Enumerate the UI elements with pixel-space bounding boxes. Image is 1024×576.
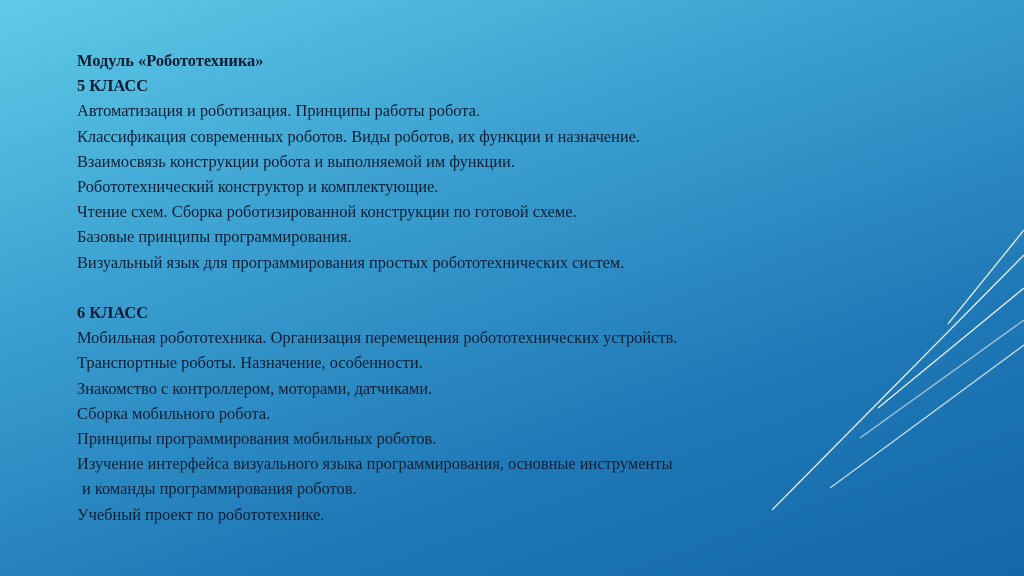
grade6-topic: и команды программирования роботов. <box>82 479 357 499</box>
slide-body <box>77 48 817 527</box>
decor-line-4 <box>830 345 1024 488</box>
grade6-topic: Изучение интерфейса визуального языка программирования, основные инструменты <box>77 454 673 474</box>
grade6-topic: Мобильная робототехника. Организация перемещения робототехнических устройств. <box>77 328 678 348</box>
section-spacer <box>77 275 817 300</box>
grade5-topic: Робототехнический конструктор и комплектующие. <box>77 177 439 197</box>
grade5-heading: 5 КЛАСС <box>77 76 149 96</box>
grade6-topic: Сборка мобильного робота. <box>77 403 271 423</box>
grade5-topic: Базовые принципы программирования. <box>77 227 352 247</box>
decor-line-2 <box>878 288 1024 408</box>
grade6-heading: 6 КЛАСС <box>77 303 149 323</box>
grade6-topic: Транспортные роботы. Назначение, особенности. <box>77 353 423 373</box>
grade5-topic: Взаимосвязь конструкции робота и выполняемой им функции. <box>77 151 515 171</box>
grade5-topic: Классификация современных роботов. Виды роботов, их функции и назначение. <box>77 126 641 146</box>
grade5-topic: Визуальный язык для программирования простых робототехнических систем. <box>77 252 625 272</box>
grade6-topic: Принципы программирования мобильных роботов. <box>77 429 437 449</box>
grade5-topic: Чтение схем. Сборка роботизированной конструкции по готовой схеме. <box>77 202 577 222</box>
grade6-topic: Учебный проект по робототехнике. <box>77 504 325 524</box>
module-title: Модуль «Робототехника» <box>77 51 264 70</box>
grade5-topic: Автоматизация и роботизация. Принципы работы робота. <box>77 101 481 121</box>
decor-line-3 <box>948 230 1024 324</box>
grade6-topic: Знакомство с контроллером, моторами, датчиками. <box>77 378 433 398</box>
